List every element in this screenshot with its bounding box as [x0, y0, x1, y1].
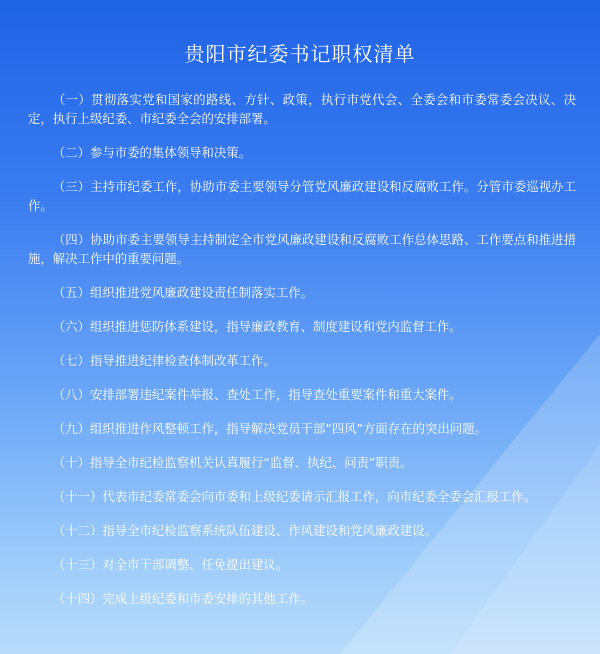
list-item: （十三）对全市干部调整、任免提出建议。 [52, 557, 289, 572]
list-item: （一）贯彻落实党和国家的路线、方针、政策，执行市党代会、全委会和市委常委会决议、决定，执行上级纪委、市纪委全会的安排部署。 [28, 92, 576, 126]
list-item: （七）指导推进纪律检查体制改革工作。 [52, 353, 276, 368]
list-item: （九）组织推进作风整顿工作，指导解决党员干部“四风”方面存在的突出问题。 [52, 421, 487, 436]
list-item: （十四）完成上级纪委和市委安排的其他工作。 [52, 591, 313, 606]
list-item: （十二）指导全市纪检监察系统队伍建设、作风建设和党风廉政建设。 [52, 523, 437, 538]
list-item: （八）安排部署违纪案件举报、查处工作，指导查处重要案件和重大案件。 [52, 387, 462, 402]
list-item: （四）协助市委主要领导主持制定全市党风廉政建设和反腐败工作总体思路、工作要点和推进措施，解决工作中的重要问题。 [28, 232, 576, 266]
list-item: （十一）代表市纪委常委会向市委和上级纪委请示汇报工作，向市纪委全委会汇报工作。 [52, 489, 537, 504]
list-item: （五）组织推进党风廉政建设责任制落实工作。 [52, 285, 313, 300]
duty-list [28, 90, 576, 623]
list-item: （六）组织推进惩防体系建设，指导廉政教育、制度建设和党内监督工作。 [52, 319, 462, 334]
list-item: （十）指导全市纪检监察机关认真履行“监督、执纪、问责”职责。 [52, 455, 413, 470]
page-title: 贵阳市纪委书记职权清单 [184, 42, 416, 66]
list-item: （三）主持市纪委工作，协助市委主要领导分管党风廉政建设和反腐败工作。分管市委巡视办工作。 [28, 179, 576, 213]
list-item: （二）参与市委的集体领导和决策。 [52, 145, 252, 160]
